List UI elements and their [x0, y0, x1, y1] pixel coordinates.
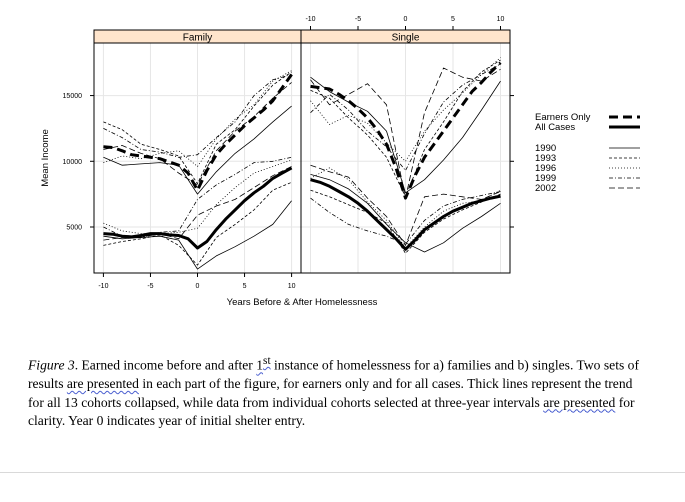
page-bottom-rule: [0, 472, 685, 473]
family-y-tick-label: 5000: [66, 224, 82, 232]
caption-text-2: instance of homelessness for a) families and b) singles. Two sets of results: [28, 357, 639, 392]
legend-label-1990: 1990: [535, 143, 557, 154]
family-x-tick-label: 0: [195, 283, 200, 290]
family-x-tick-label: -5: [147, 283, 154, 290]
single-x-tick-label: -10: [305, 16, 316, 23]
legend-label-1996: 1996: [535, 163, 557, 174]
caption-text-4: for clarity. Year 0 indicates year of initial shelter entry.: [28, 394, 635, 429]
family-strip-label: Family: [182, 32, 213, 44]
single-strip-label: Single: [391, 32, 420, 44]
y-axis-label: Mean Income: [40, 129, 51, 187]
caption-phrase-2: are presented: [543, 394, 616, 410]
caption-phrase-1: are presented: [66, 376, 139, 392]
legend-label-1993: 1993: [535, 153, 557, 164]
caption-text-3: in each part of the figure, for earners only and for all cases. Thick lines represent the trend for all 13 cohorts collapsed, while data from individual cohorts selected at three-year intervals: [28, 376, 633, 410]
single-x-tick-label: 5: [451, 16, 455, 23]
figure-caption: [28, 352, 650, 431]
legend-label-earners-only: Earners Only: [535, 112, 591, 123]
legend-label-2002: 2002: [535, 183, 557, 194]
single-x-tick-label: 10: [496, 16, 505, 23]
legend-label-all-cases: All Cases: [535, 122, 576, 133]
legend-label-1999: 1999: [535, 173, 557, 184]
family-y-tick-label: 10000: [62, 158, 82, 166]
family-x-tick-label: 5: [242, 283, 247, 290]
figure-label: Figure 3: [28, 357, 75, 373]
caption-text-1: . Earned income before and after: [74, 357, 257, 373]
caption-ordinal-suffix: st: [263, 355, 271, 367]
caption-ordinal-number: 1: [256, 357, 264, 373]
family-y-tick-label: 15000: [62, 93, 82, 101]
single-x-tick-label: -5: [354, 16, 362, 23]
single-x-tick-label: 0: [403, 16, 408, 23]
x-axis-label: Years Before & After Homelessness: [226, 297, 378, 308]
family-x-tick-label: -10: [98, 283, 109, 290]
family-x-tick-label: 10: [287, 283, 296, 290]
